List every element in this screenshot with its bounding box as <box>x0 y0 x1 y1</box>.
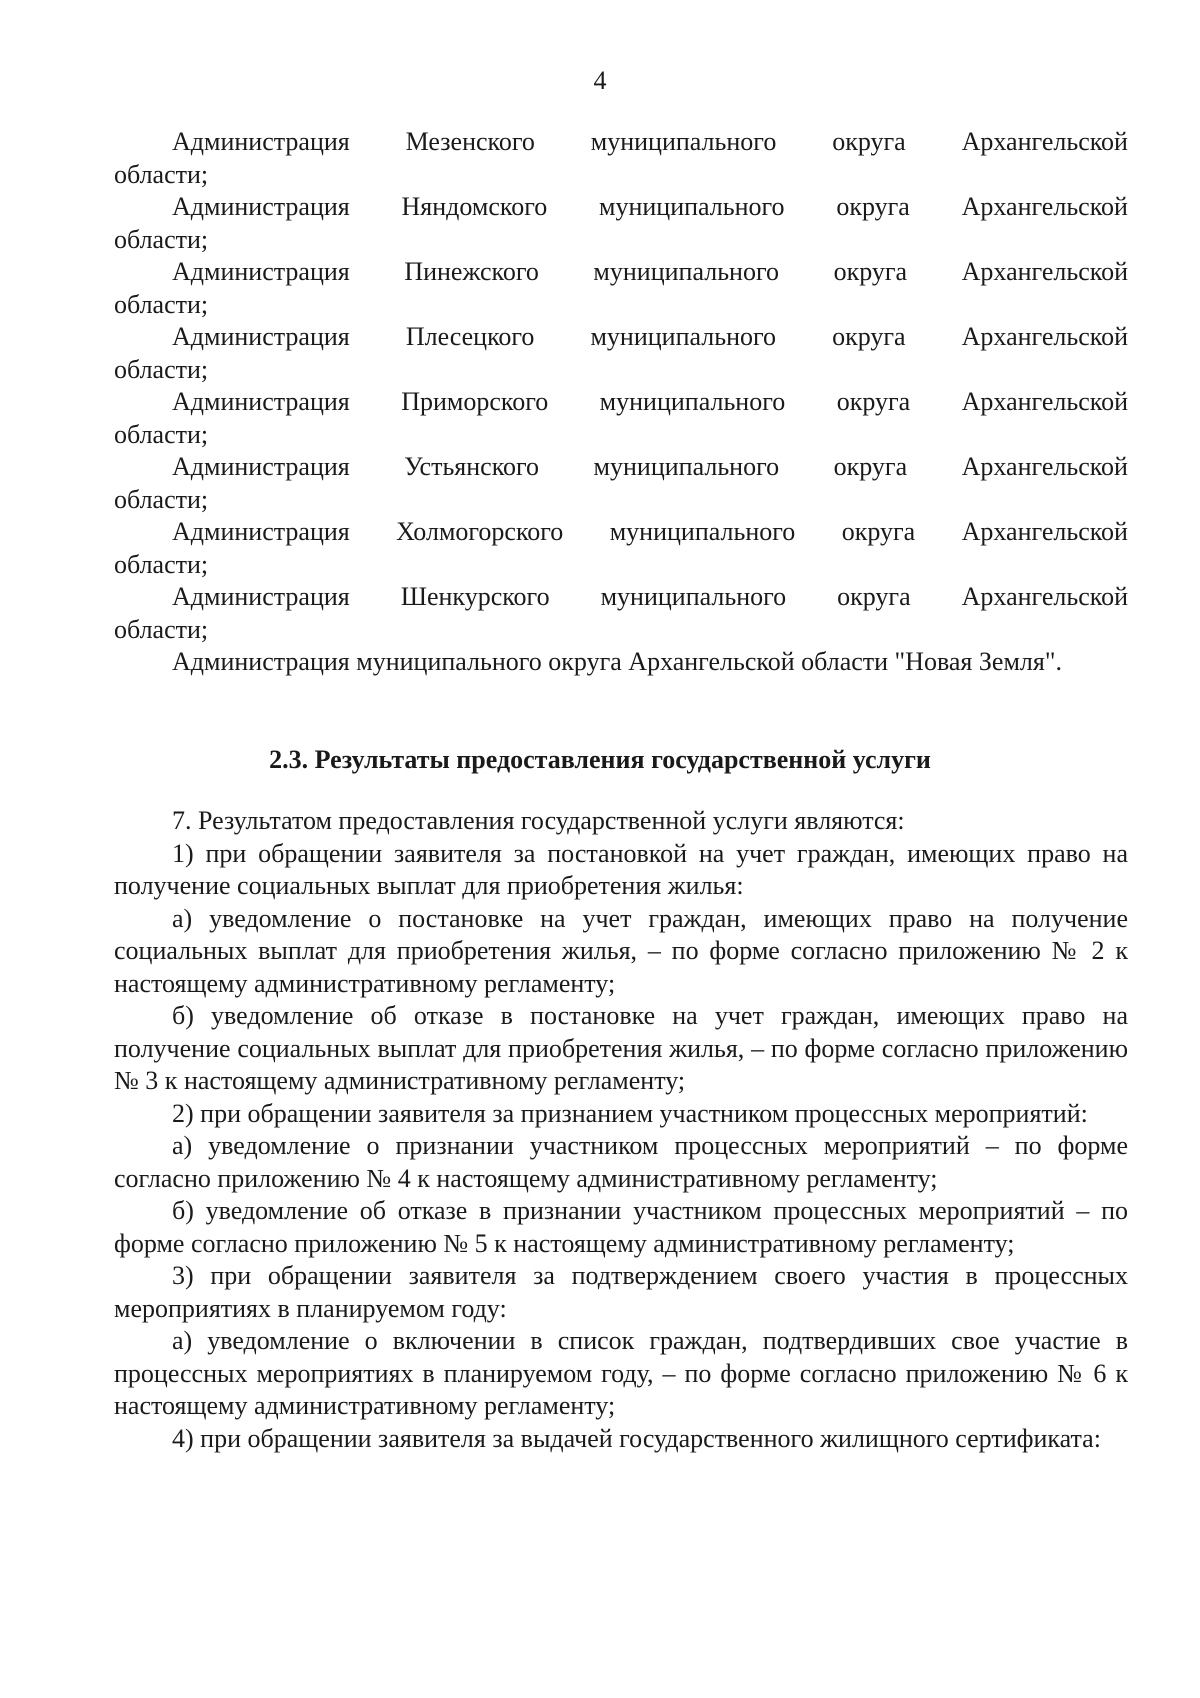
admin-entry-word: Администрация <box>172 387 350 416</box>
admin-entry-word: Мезенского <box>405 127 535 156</box>
paragraph: 1) при обращении заявителя за постановкой на учет граждан, имеющих право на получение социальных выплат для приобретения жилья: <box>114 838 1128 900</box>
admin-entry-word: округа <box>832 322 906 351</box>
admin-entry-line <box>114 256 1128 289</box>
admin-entry-word: Администрация <box>172 192 350 221</box>
admin-entry-word: Администрация <box>172 452 350 481</box>
admin-entries <box>114 126 1128 646</box>
admin-entry-word: Архангельской <box>961 257 1128 286</box>
paragraph: 3) при обращении заявителя за подтверждением своего участия в процессных мероприятиях в планируемом году: <box>114 1261 1128 1323</box>
admin-entry-tail: области; <box>114 354 209 384</box>
section-title: 2.3. Результаты предоставления государственной услуги <box>269 745 931 774</box>
admin-entry-word: Администрация <box>172 257 350 286</box>
admin-entry-word: Архангельской <box>961 192 1128 221</box>
admin-entry-word: муниципального <box>590 322 777 351</box>
admin-entry-word: муниципального <box>593 257 779 286</box>
section-body <box>114 805 1128 1455</box>
admin-entry-line <box>114 126 1128 159</box>
admin-entry-word: округа <box>833 257 908 286</box>
admin-entry-tail: области; <box>114 484 209 514</box>
admin-entry-word: муниципального <box>590 127 777 156</box>
admin-entry-line <box>114 516 1128 549</box>
admin-entry-word: округа <box>836 192 910 221</box>
admin-entry-word: округа <box>837 582 911 611</box>
admin-entry-word: Архангельской <box>961 452 1128 481</box>
admin-entry <box>114 581 1128 646</box>
admin-entry-line <box>114 321 1128 354</box>
admin-entry-tail: области; <box>114 614 209 644</box>
admin-entry <box>114 451 1128 516</box>
admin-entry <box>114 191 1128 256</box>
paragraph: б) уведомление об отказе в постановке на учет граждан, имеющих право на получение социальных выплат для приобретения жилья, – по форме согласно приложению № 3 к настоящему административному регламенту; <box>114 1001 1128 1095</box>
admin-entry-last: Администрация муниципального округа Архангельской области "Новая Земля". <box>172 647 1062 676</box>
paragraph: 2) при обращении заявителя за признанием участником процессных мероприятий: <box>172 1098 1088 1128</box>
admin-entry-word: Администрация <box>172 517 350 546</box>
admin-entry <box>114 321 1128 386</box>
admin-entry-word: муниципального <box>593 452 780 481</box>
admin-entry <box>114 386 1128 451</box>
admin-entry-tail: области; <box>114 549 209 579</box>
admin-entry-word: Шенкурского <box>400 582 550 611</box>
admin-entry-word: Архангельской <box>961 127 1128 156</box>
admin-entry-word: Архангельской <box>961 517 1128 546</box>
admin-entry-word: Пинежского <box>404 257 539 286</box>
admin-entry-word: Плесецкого <box>405 322 535 351</box>
admin-entry-word: округа <box>841 517 916 546</box>
admin-entry-line <box>114 386 1128 419</box>
admin-entry-word: Архангельской <box>961 322 1128 351</box>
paragraph: а) уведомление о постановке на учет граждан, имеющих право на получение социальных выплат для приобретения жилья, – по форме согласно приложению № 2 к настоящему административному регламенту; <box>114 903 1128 998</box>
admin-entry-word: Приморского <box>401 387 549 416</box>
admin-entry-word: муниципального <box>609 517 796 546</box>
admin-entry-word: муниципального <box>599 387 786 416</box>
admin-entry-word: муниципального <box>599 192 785 221</box>
admin-entry-word: Устьянского <box>404 452 540 481</box>
admin-entry <box>114 516 1128 581</box>
admin-entry <box>114 256 1128 321</box>
admin-entry-word: округа <box>832 127 906 156</box>
paragraph: а) уведомление о включении в список граждан, подтвердивших свое участие в процессных мероприятиях в планируемом году, – по форме согласно приложению № 6 к настоящему административному регламенту; <box>114 1326 1128 1420</box>
paragraph: 4) при обращении заявителя за выдачей государственного жилищного сертификата: <box>172 1423 1101 1453</box>
admin-entry-word: Администрация <box>172 127 350 156</box>
admin-entry-word: муниципального <box>600 582 787 611</box>
admin-entry-word: Холмогорского <box>396 517 564 546</box>
admin-entry-word: Няндомского <box>401 192 548 221</box>
page-number: 4 <box>593 66 607 95</box>
admin-entry-tail: области; <box>114 224 209 254</box>
admin-entry-word: Администрация <box>172 582 350 611</box>
admin-entry-tail: области; <box>114 419 209 449</box>
admin-entry-word: округа <box>833 452 908 481</box>
paragraph: 7. Результатом предоставления государственной услуги являются: <box>172 806 905 835</box>
admin-entry-line <box>114 451 1128 484</box>
admin-entry-word: округа <box>836 387 911 416</box>
admin-list <box>114 126 1128 679</box>
admin-entry-word: Администрация <box>172 322 350 351</box>
admin-entry-word: Архангельской <box>961 387 1128 416</box>
paragraph: б) уведомление об отказе в признании участником процессных мероприятий – по форме согласно приложению № 5 к настоящему административному регламенту; <box>114 1196 1128 1258</box>
admin-entry-line <box>114 191 1128 224</box>
admin-entry-tail: области; <box>114 289 209 319</box>
admin-entry-tail: области; <box>114 159 209 189</box>
admin-entry-word: Архангельской <box>961 582 1128 611</box>
admin-entry-line <box>114 581 1128 614</box>
admin-entry <box>114 126 1128 191</box>
paragraph: а) уведомление о признании участником процессных мероприятий – по форме согласно приложению № 4 к настоящему административному регламенту; <box>114 1131 1128 1193</box>
